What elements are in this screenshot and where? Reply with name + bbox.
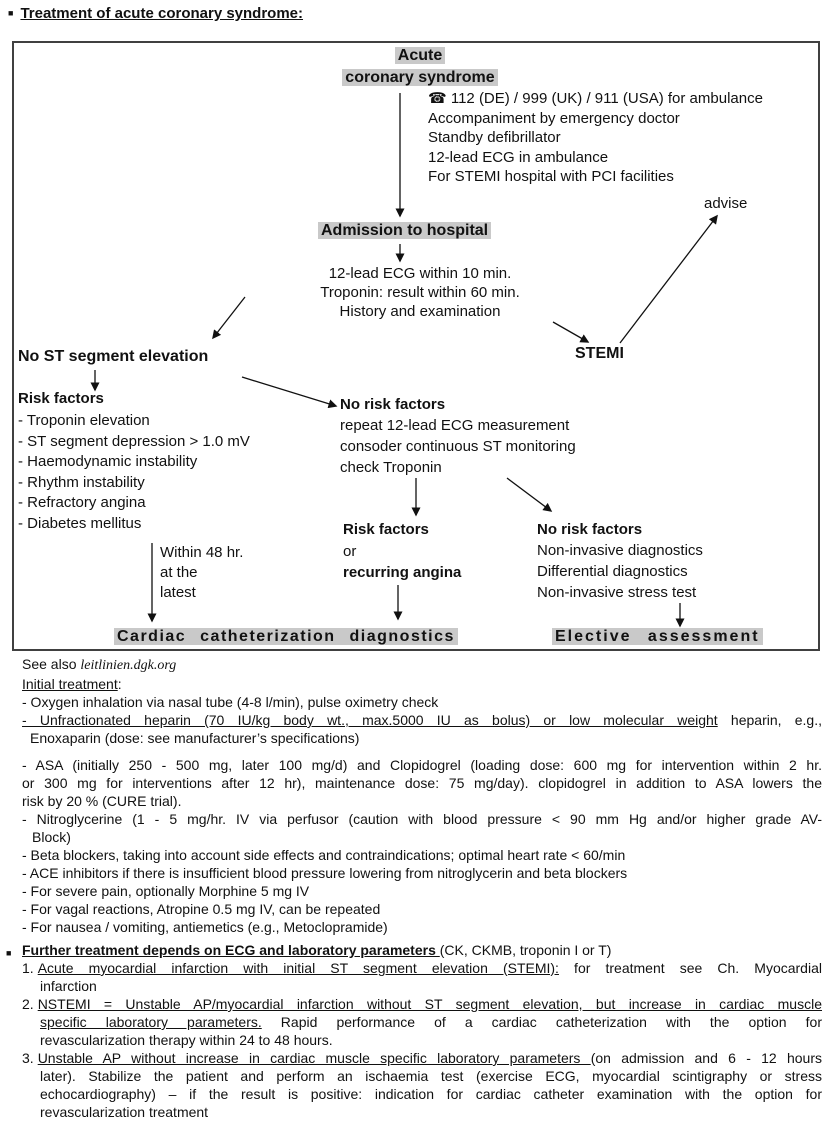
treatment-item-beta-blockers: - Beta blockers, taking into account side effects and contraindications; optimal heart rate < 60/min — [22, 847, 626, 863]
bullet-square-icon: ■ — [6, 948, 12, 958]
treatment-item-heparin-line1 — [22, 711, 822, 729]
item2-line3: revascularization therapy within 24 to 48 hours. — [40, 1032, 333, 1048]
risk-factor-item: - Diabetes mellitus — [18, 514, 142, 532]
risk-factor-item: - ST segment depression > 1.0 mV — [18, 432, 250, 450]
no-risk-factors-right — [537, 519, 703, 603]
no-risk-right-line: Differential diagnostics — [537, 563, 688, 580]
further-treatment-section — [6, 941, 822, 1121]
within-48hr-line: Within 48 hr. — [160, 544, 244, 561]
treatment-item-antiemetics: - For nausea / vomiting, antiemetics (e.g., Metoclopramide) — [22, 919, 388, 935]
heading-colon: : — [117, 676, 122, 692]
treatment-item-asa-line3: risk by 20 % (CURE trial). — [22, 793, 182, 809]
risk-factors-list — [18, 411, 250, 534]
or-label: or — [343, 542, 357, 560]
further-heading-underlined: Further treatment depends on ECG and laboratory parameters — [22, 942, 440, 958]
cardiac-cath-node — [114, 627, 458, 647]
initial-treatment-heading-text: Initial treatment — [22, 676, 118, 692]
no-risk-mid-line: repeat 12-lead ECG measurement — [340, 417, 570, 434]
prehospital-line: 12-lead ECG in ambulance — [428, 148, 609, 166]
risk-factor-item: - Troponin elevation — [18, 412, 150, 429]
heparin-rest: heparin, e.g., — [717, 712, 822, 728]
treatment-item-morphine: - For severe pain, optionally Morphine 5 mg IV — [22, 883, 310, 899]
no-st-elevation-label: No ST segment elevation — [18, 348, 209, 365]
item1-underlined: Acute myocardial infarction with initial ST segment elevation (STEMI): — [37, 960, 559, 976]
item-number: 3. — [22, 1050, 34, 1066]
risk-factor-item: - Haemodynamic instability — [18, 453, 198, 470]
flow-node-admission — [318, 221, 491, 241]
item2-line2-rest: Rapid performance of a cardiac catheterization with the option for — [261, 1014, 822, 1030]
recurring-angina-label: recurring angina — [343, 564, 462, 581]
elective-assessment-label: Elective assessment — [552, 628, 763, 645]
stemi-label: STEMI — [575, 345, 624, 362]
item-number: 2. — [22, 996, 34, 1012]
no-risk-factors-mid — [340, 394, 576, 478]
item3-line3: echocardiography) – if the result is positive: indication for cardiac catheter examination with the option for — [40, 1086, 822, 1102]
risk-factors-or-angina — [343, 519, 461, 584]
item3-line4: revascularization treatment — [40, 1104, 209, 1120]
treatment-item-oxygen: - Oxygen inhalation via nasal tube (4-8 l/min), pulse oximetry check — [22, 694, 439, 710]
item3-line2: later). Stabilize the patient and perform an ischaemia test (exercise ECG, myocardial scintigraphy or stress — [40, 1068, 822, 1084]
prehospital-line: Standby defibrillator — [428, 129, 561, 146]
prehospital-instructions — [428, 89, 763, 187]
prehospital-line: For STEMI hospital with PCI facilities — [428, 168, 674, 185]
treatment-item-asa-line1: - ASA (initially 250 - 500 mg, later 100 mg/d) and Clopidogrel (loading dose: 600 mg for intervention within 2 hr. — [22, 757, 822, 773]
no-risk-right-title: No risk factors — [537, 521, 643, 538]
prehospital-line: Accompaniment by emergency doctor — [428, 109, 680, 127]
item2-line2-underlined: specific laboratory parameters. — [40, 1014, 262, 1030]
within-48hr-line: latest — [160, 584, 196, 601]
no-risk-mid-line: check Troponin — [340, 459, 442, 476]
assessment-line: Troponin: result within 60 min. — [320, 284, 520, 301]
treatment-item-asa-line2: or 300 mg for interventions after 12 hr), maintenance dose: 75 mg/day). clopidogrel in addition to ASA lowers the — [22, 775, 822, 791]
flow-node-acute-coronary-syndrome — [280, 45, 560, 89]
further-item-nstemi — [22, 995, 822, 1049]
risk-factor-item: - Rhythm instability — [18, 473, 145, 491]
acute-line1: Acute — [395, 47, 445, 64]
no-risk-mid-line: consoder continuous ST monitoring — [340, 438, 576, 455]
advise-label: advise — [704, 195, 748, 212]
page-title — [8, 5, 303, 22]
treatment-item-nitro-line1: - Nitroglycerine (1 - 5 mg/hr. IV via perfusor (caution with blood pressure < 90 mm Hg and/or higher grade AV- — [22, 811, 822, 827]
further-treatment-heading — [22, 941, 822, 959]
page-title-text: Treatment of acute coronary syndrome: — [20, 5, 304, 22]
assessment-line: History and examination — [339, 303, 501, 320]
further-heading-rest: (CK, CKMB, troponin I or T) — [439, 942, 612, 958]
ambulance-numbers: 112 (DE) / 999 (UK) / 911 (USA) for ambulance — [450, 90, 763, 107]
within-48hr-note — [160, 543, 243, 603]
no-risk-mid-title: No risk factors — [340, 396, 446, 413]
item3-line1-underlined: Unstable AP without increase in cardiac muscle specific laboratory parameters — [37, 1050, 591, 1066]
bullet-square-icon: ■ — [8, 8, 14, 18]
treatment-item-atropine: - For vagal reactions, Atropine 0.5 mg IV, can be repeated — [22, 901, 381, 917]
assessment-line: 12-lead ECG within 10 min. — [328, 265, 512, 282]
flowchart-box — [12, 41, 820, 651]
elective-assessment-node — [552, 627, 763, 647]
no-risk-right-line: Non-invasive diagnostics — [537, 542, 703, 559]
admission-label: Admission to hospital — [318, 222, 491, 239]
within-48hr-line: at the — [160, 564, 198, 581]
item-number: 1. — [22, 960, 34, 976]
further-item-unstable-ap — [22, 1049, 822, 1121]
treatment-item-heparin-line2: Enoxaparin (dose: see manufacturer’s specifications) — [30, 730, 360, 746]
risk-factors-label: Risk factors — [343, 521, 429, 538]
treatment-item-nitro-line2: Block) — [32, 829, 71, 845]
treatment-notes — [6, 655, 822, 1121]
phone-icon: ☎ — [428, 90, 447, 107]
item3-line1-rest: (on admission and 6 - 12 hours — [590, 1050, 822, 1066]
item1-line2: infarction — [40, 978, 97, 994]
risk-factor-item: - Refractory angina — [18, 494, 146, 511]
item1-rest: for treatment see Ch. Myocardial — [558, 960, 822, 976]
item2-line1-underlined: NSTEMI = Unstable AP/myocardial infarction without ST segment elevation, but increase in cardiac muscle — [37, 996, 822, 1012]
ambulance-phone-line — [428, 89, 763, 109]
initial-assessment — [270, 264, 570, 321]
no-risk-right-line: Non-invasive stress test — [537, 584, 697, 601]
acute-line2: coronary syndrome — [342, 69, 497, 86]
cardiac-cath-label: Cardiac catheterization diagnostics — [114, 628, 458, 645]
further-item-stemi — [22, 959, 822, 995]
initial-treatment-heading — [22, 675, 822, 693]
treatment-item-ace-inhibitors: - ACE inhibitors if there is insufficient blood pressure lowering from nitroglycerin and beta blockers — [22, 865, 628, 881]
see-also-note — [22, 655, 822, 675]
see-also-prefix: See also — [22, 656, 81, 672]
heparin-underlined: - Unfractionated heparin (70 IU/kg body wt., max.5000 IU as bolus) or low molecular weight — [22, 712, 718, 728]
guideline-reference: leitlinien.dgk.org — [80, 658, 177, 673]
risk-factors-title: Risk factors — [18, 390, 104, 407]
